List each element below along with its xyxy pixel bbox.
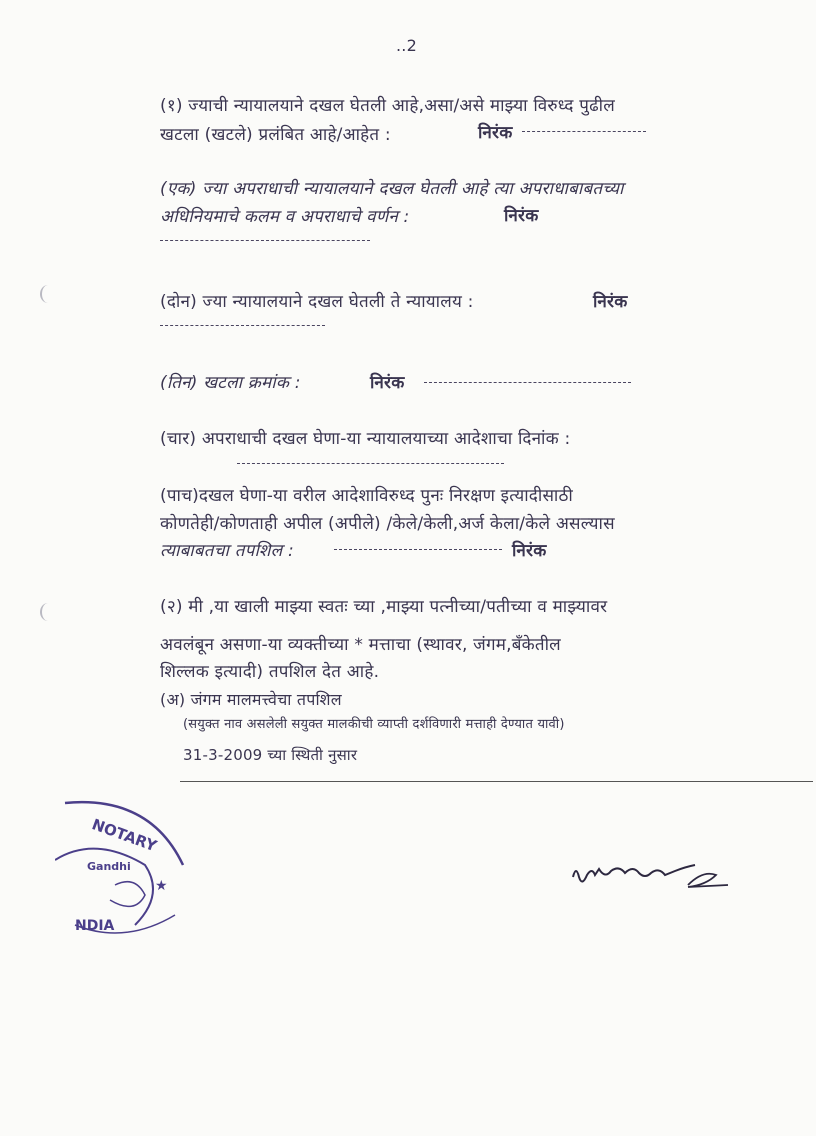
page-marker: ..2 [396,36,417,55]
sub-teen-line1: (तिन) खटला क्रमांक : [160,373,301,393]
sub-don-dash [160,325,325,326]
sub-teen-answer: निरंक [370,373,405,393]
sub-pach-line1: (पाच)दखल घेणा-या वरील आदेशाविरुध्द पुनः निरक्षण इत्यादीसाठी [160,486,574,506]
stamp-name-text: Gandhi [87,860,131,873]
item1-dash [522,131,646,132]
sub-ek-dash [160,240,370,241]
item1-line2: खटला (खटले) प्रलंबित आहे/आहेत : [160,125,391,145]
item-a-date-line: 31-3-2009 च्या स्थिती नुसार [183,746,358,764]
stamp-notary-text: NOTARY [89,815,160,856]
stamp-india-text: NDIA [75,918,115,934]
item2-line3: शिल्लक इत्यादी) तपशिल देत आहे. [160,662,380,682]
sub-pach-answer: निरंक [512,541,547,561]
section-rule [180,781,813,782]
item1-answer: निरंक [478,123,513,143]
item2-line2: अवलंबून असणा-या व्यक्तीच्या * मत्ताचा (स्थावर, जंगम,बॅंकेतील [160,635,561,655]
sub-char-dash [237,463,504,464]
sub-ek-line2: अधिनियमाचे कलम व अपराधाचे वर्णन : [160,207,410,227]
sub-pach-line2: कोणतेही/कोणताही अपील (अपीले) /केले/केली,अर्ज केला/केले असल्यास [160,514,615,534]
notary-stamp [55,795,185,945]
sub-pach-line3: त्याबाबतचा तपशिल : [160,541,294,561]
item-a-heading: (अ) जंगम मालमत्त्वेचा तपशिल [160,690,342,709]
sub-ek-line1: (एक) ज्या अपराधाची न्यायालयाने दखल घेतली आहे त्या अपराधाबाबतच्या [160,179,624,199]
sub-pach-dash [334,549,502,550]
signature [568,855,738,900]
punch-hole-bottom [40,603,56,621]
sub-don-line1: (दोन) ज्या न्यायालयाने दखल घेतली ते न्यायालय : [160,292,474,312]
item1-line1: (१) ज्याची न्यायालयाने दखल घेतली आहे,असा/असे माझ्या विरुध्द पुढील [160,96,615,116]
item-a-note: (सयुक्त नाव असलेली सयुक्त मालकीची व्याप्ती दर्शविणारी मत्ताही देण्यात यावी) [183,717,565,732]
sub-don-answer: निरंक [593,292,628,312]
item2-line1: (२) मी ,या खाली माझ्या स्वतः च्या ,माझ्या पत्नीच्या/पतीच्या व माझ्यावर [160,597,608,617]
sub-char-line1: (चार) अपराधाची दखल घेणा-या न्यायालयाच्या आदेशाचा दिनांक : [160,429,571,449]
sub-ek-answer: निरंक [504,206,539,226]
svg-text:★: ★ [155,878,168,894]
sub-teen-dash [424,382,631,383]
punch-hole-top [40,285,56,303]
